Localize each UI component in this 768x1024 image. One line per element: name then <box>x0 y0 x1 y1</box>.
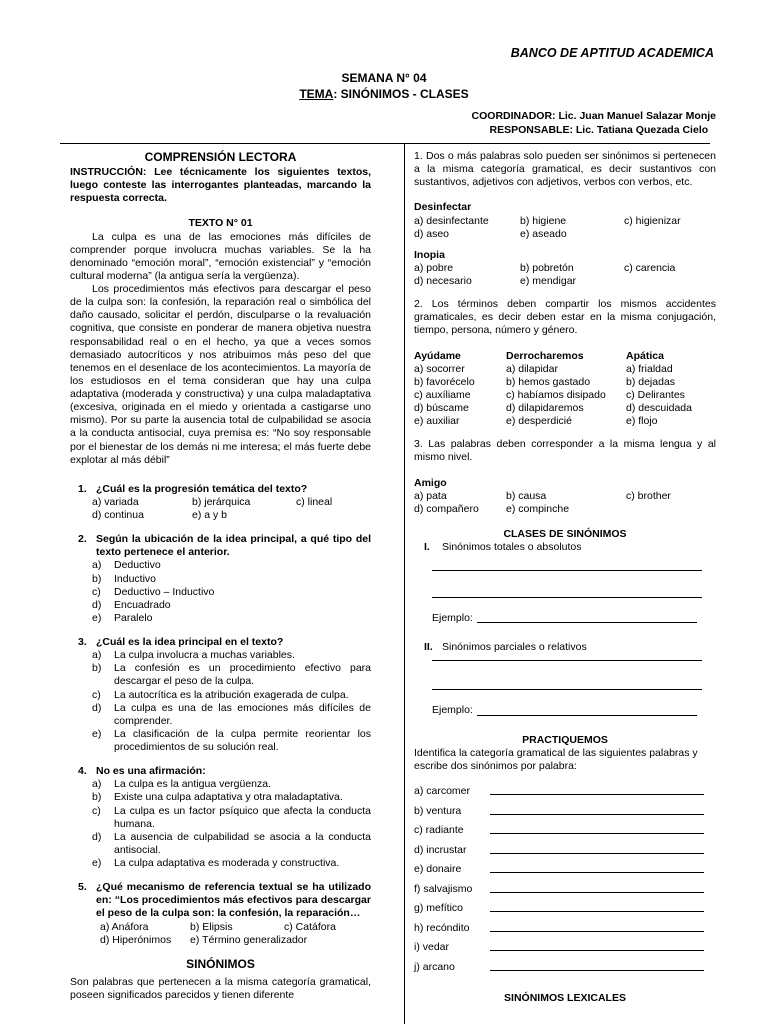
practice-row <box>414 837 716 857</box>
example-line[interactable] <box>477 622 697 623</box>
practice-list <box>414 779 716 974</box>
option[interactable]: c) Catáfora <box>284 920 336 933</box>
text-title: TEXTO N° 01 <box>188 217 253 230</box>
option[interactable]: e) Paralelo <box>92 611 153 624</box>
option[interactable]: c) carencia <box>624 261 676 274</box>
option[interactable]: b) La confesión es un procedimiento efectivo para descargar el peso de la culpa. <box>92 662 371 688</box>
option[interactable]: b) jerárquica <box>192 495 251 508</box>
topic-title <box>0 87 768 102</box>
class-text: Sinónimos totales o absolutos <box>442 541 582 553</box>
roman-numeral: I. <box>424 541 430 553</box>
option[interactable]: a) desinfectante <box>414 214 489 227</box>
option[interactable]: d) La culpa es una de las emociones más difíciles de comprender. <box>92 701 371 727</box>
option[interactable]: b) Elipsis <box>190 920 233 933</box>
roman-numeral: II. <box>424 641 433 654</box>
question-number: 4. <box>78 765 87 778</box>
options <box>92 496 371 522</box>
instruction: INSTRUCCIÓN: Lee técnicamente los siguientes textos, luego conteste las interrogantes planteadas, marcando la respuesta correcta. <box>70 166 371 205</box>
option[interactable]: c) brother <box>626 489 671 502</box>
table-cell[interactable]: d) descuidada <box>626 402 692 414</box>
answer-line[interactable] <box>490 814 704 815</box>
option[interactable]: d) compañero <box>414 502 479 515</box>
option[interactable]: e) mendigar <box>520 275 577 287</box>
practice-row <box>414 857 716 877</box>
option[interactable]: a) Anáfora <box>100 920 149 933</box>
example-label: Ejemplo: <box>432 704 473 717</box>
practice-word: a) carcomer <box>414 785 471 798</box>
column-divider <box>404 143 405 1024</box>
table-cell[interactable]: d) dilapidaremos <box>506 402 584 414</box>
practice-word: c) radiante <box>414 824 464 837</box>
rule-3: 3. Las palabras deben corresponder a la misma lengua y al mismo nivel. <box>414 438 716 464</box>
question-text: No es una afirmación: <box>96 765 206 778</box>
section-title: COMPRENSIÓN LECTORA <box>144 150 297 164</box>
option[interactable]: e) La culpa adaptativa es moderada y constructiva. <box>92 857 340 869</box>
class-item <box>424 641 716 654</box>
question-number: 3. <box>78 636 87 648</box>
option[interactable]: b) higiene <box>520 214 567 227</box>
answer-line[interactable] <box>432 570 702 571</box>
options <box>100 921 371 947</box>
option[interactable]: e) Término generalizador <box>190 933 308 946</box>
option[interactable]: d) necesario <box>414 275 472 287</box>
practice-word: j) arcano <box>414 960 455 973</box>
option[interactable]: e) La clasificación de la culpa permite reorientar los procedimientos de su solución real. <box>92 727 371 753</box>
practice-word: f) salvajismo <box>414 882 473 895</box>
synonyms-title: SINÓNIMOS <box>186 956 255 971</box>
option[interactable]: b) causa <box>506 489 547 502</box>
question-1 <box>78 483 371 522</box>
question-number: 2. <box>78 533 87 546</box>
topic-label: TEMA <box>299 87 334 101</box>
table-cell[interactable]: b) hemos gastado <box>506 375 591 388</box>
exercise-options <box>414 262 716 288</box>
table-header: Apática <box>626 349 664 362</box>
table-cell[interactable]: b) favorécelo <box>414 375 475 388</box>
answer-line[interactable] <box>490 931 704 932</box>
class-text: Sinónimos parciales o relativos <box>442 641 587 654</box>
table-cell[interactable]: d) búscame <box>414 402 469 414</box>
example-label: Ejemplo: <box>432 612 473 625</box>
option[interactable]: d) Hiperónimos <box>100 933 172 946</box>
practice-word: g) mefítico <box>414 902 464 915</box>
exercise-title: Inopia <box>414 248 445 261</box>
synonym-table <box>414 350 716 429</box>
practice-row <box>414 915 716 935</box>
exercise-options <box>414 490 716 516</box>
table-header: Ayúdame <box>414 349 461 362</box>
answer-line[interactable] <box>490 911 704 912</box>
practice-word: b) ventura <box>414 804 462 817</box>
exercise-title: Desinfectar <box>414 201 472 214</box>
example-row <box>432 704 716 717</box>
option[interactable]: c) higienizar <box>624 214 681 227</box>
answer-line[interactable] <box>432 597 702 598</box>
exercise-title: Amigo <box>414 476 447 489</box>
right-column <box>414 150 716 1005</box>
left-column <box>70 150 371 1002</box>
option[interactable]: e) aseado <box>520 227 567 240</box>
option[interactable]: a) Deductivo <box>92 559 161 572</box>
practice-title: PRACTIQUEMOS <box>522 733 608 746</box>
practice-word: h) recóndito <box>414 921 470 934</box>
answer-line[interactable] <box>432 660 702 661</box>
table-cell[interactable]: c) Delirantes <box>626 388 685 401</box>
table-cell[interactable]: e) flojo <box>626 415 658 428</box>
option[interactable]: b) Existe una culpa adaptativa y otra maladaptativa. <box>92 791 343 804</box>
practice-instruction: Identifica la categoría gramatical de las siguientes palabras y escribe dos sinónimos por palabra: <box>414 746 698 772</box>
option[interactable]: e) a y b <box>192 509 228 521</box>
question-number: 5. <box>78 881 87 894</box>
option[interactable]: d) Encuadrado <box>92 598 171 611</box>
table-cell[interactable]: c) auxíliame <box>414 388 471 401</box>
option[interactable]: a) variada <box>92 495 139 508</box>
option[interactable]: b) pobretón <box>520 261 574 274</box>
practice-row <box>414 954 716 974</box>
question-text: Según la ubicación de la idea principal, a qué tipo del texto pertenece el anterior. <box>96 533 371 559</box>
exercise-options <box>414 215 716 241</box>
table-header: Derrocharemos <box>506 349 584 362</box>
practice-row <box>414 896 716 916</box>
paragraph-2: Los procedimientos más efectivos para descargar el peso de la culpa son: la confesión, la reparación real o simbólica del daño causado, solicitar el perdón, disculparse o la revaluación cognitiva, que consiste en ponderar de manera objetiva nuestra responsabilidad real o en el hecho, ya que a veces somos demasiado autocríticos y nos atribuimos más peso del que tenemos en el desenlace de los acontecimientos. La mayoría de los estudiosos en el tema consideran que hay una culpa adaptativa (moderada y constructiva) y una culpa maladaptativa (excesiva, originada en el miedo y orientada a castigarse uno mismo). Por su parte la ausencia total de culpabilidad se asocia a la conducta antisocial, cuya premisa es: “No soy responsable por el bienestar de los demás ni me interesa; el más fuerte debe explotar al más débil” <box>70 283 371 466</box>
rule-2: 2. Los términos deben compartir los mismos accidentes gramaticales, es decir deben estar en la misma conjugación, tiempo, persona, número y género. <box>414 298 716 337</box>
option[interactable]: d) continua <box>92 509 144 521</box>
practice-row <box>414 818 716 838</box>
option[interactable]: e) compinche <box>506 502 570 515</box>
header-divider <box>60 143 710 144</box>
options <box>92 649 371 754</box>
practice-word: d) incrustar <box>414 843 467 856</box>
example-row <box>432 612 716 625</box>
synonyms-definition: Son palabras que pertenecen a la misma categoría gramatical, poseen significados parecidos y tienen diferente <box>70 975 371 1001</box>
topic-text: : SINÓNIMOS - CLASES <box>333 87 469 101</box>
option[interactable]: d) La ausencia de culpabilidad se asocia a la conducta antisocial. <box>92 830 371 856</box>
option[interactable]: a) La culpa es la antigua vergüenza. <box>92 778 272 791</box>
rule-1: 1. Dos o más palabras solo pueden ser sinónimos si pertenecen a la misma categoría gramatical, es decir sustantivos con sustantivos, adjetivos con adjetivos, verbos con verbos, etc. <box>414 150 716 189</box>
answer-line[interactable] <box>490 950 704 951</box>
option[interactable]: c) Deductivo – Inductivo <box>92 585 215 598</box>
question-3 <box>78 636 371 754</box>
paragraph-1: La culpa es una de las emociones más difíciles de comprender porque involucra muchas variables. Se la ha denominado “emoción moral”, “emoción existencial” y “emoción cultural moderna” (la antigua sería la vergüenza). <box>70 230 371 282</box>
answer-line[interactable] <box>490 833 704 834</box>
option[interactable]: c) La autocrítica es la atribución exagerada de culpa. <box>92 688 349 701</box>
table-cell[interactable]: a) frialdad <box>626 362 673 375</box>
practice-word: i) vedar <box>414 941 450 954</box>
option[interactable]: b) Inductivo <box>92 572 157 585</box>
responsible: RESPONSABLE: Lic. Tatiana Quezada Cielo <box>489 123 709 136</box>
answer-line[interactable] <box>490 794 704 795</box>
practice-word: e) donaire <box>414 863 462 876</box>
practice-row <box>414 876 716 896</box>
question-text: ¿Cuál es la progresión temática del texto? <box>96 482 308 495</box>
answer-line[interactable] <box>490 970 704 971</box>
coordinator: COORDINADOR: Lic. Juan Manuel Salazar Monje <box>471 110 716 122</box>
question-text: ¿Qué mecanismo de referencia textual se ha utilizado en: “Los procedimientos más efectivos para descargar el peso de la culpa son: la confesión, la reparación… <box>96 881 371 920</box>
class-item <box>424 541 716 554</box>
answer-line[interactable] <box>432 689 702 690</box>
option[interactable]: c) lineal <box>296 495 333 508</box>
answer-line[interactable] <box>490 892 704 893</box>
option[interactable]: a) La culpa involucra a muchas variables. <box>92 649 295 662</box>
staff-block <box>472 110 716 137</box>
options <box>92 559 371 625</box>
options <box>92 778 371 870</box>
table-cell[interactable]: e) desperdicié <box>506 415 572 428</box>
lexical-synonyms-title: SINÓNIMOS LEXICALES <box>504 991 626 1004</box>
option[interactable]: c) La culpa es un factor psíquico que afecta la conducta humana. <box>92 804 371 830</box>
answer-line[interactable] <box>490 872 704 873</box>
table-cell[interactable]: c) habíamos disipado <box>506 388 606 401</box>
table-cell[interactable]: b) dejadas <box>626 375 676 388</box>
question-number: 1. <box>78 482 87 495</box>
practice-row <box>414 798 716 818</box>
answer-line[interactable] <box>490 853 704 854</box>
example-line[interactable] <box>477 715 697 716</box>
week-title: SEMANA N° 04 <box>341 71 427 85</box>
classes-title: CLASES DE SINÓNIMOS <box>503 527 627 540</box>
option[interactable]: d) aseo <box>414 227 450 240</box>
table-cell[interactable]: e) auxiliar <box>414 415 460 428</box>
question-text: ¿Cuál es la idea principal en el texto? <box>96 636 284 648</box>
table-cell[interactable]: a) dilapidar <box>506 362 558 375</box>
question-5 <box>78 881 371 947</box>
practice-row <box>414 779 716 799</box>
option[interactable]: a) pobre <box>414 261 454 274</box>
bank-title: BANCO DE APTITUD ACADEMICA <box>510 46 714 60</box>
practice-row <box>414 935 716 955</box>
option[interactable]: a) pata <box>414 489 447 502</box>
question-4 <box>78 765 371 870</box>
table-cell[interactable]: a) socorrer <box>414 362 465 375</box>
question-2 <box>78 533 371 625</box>
